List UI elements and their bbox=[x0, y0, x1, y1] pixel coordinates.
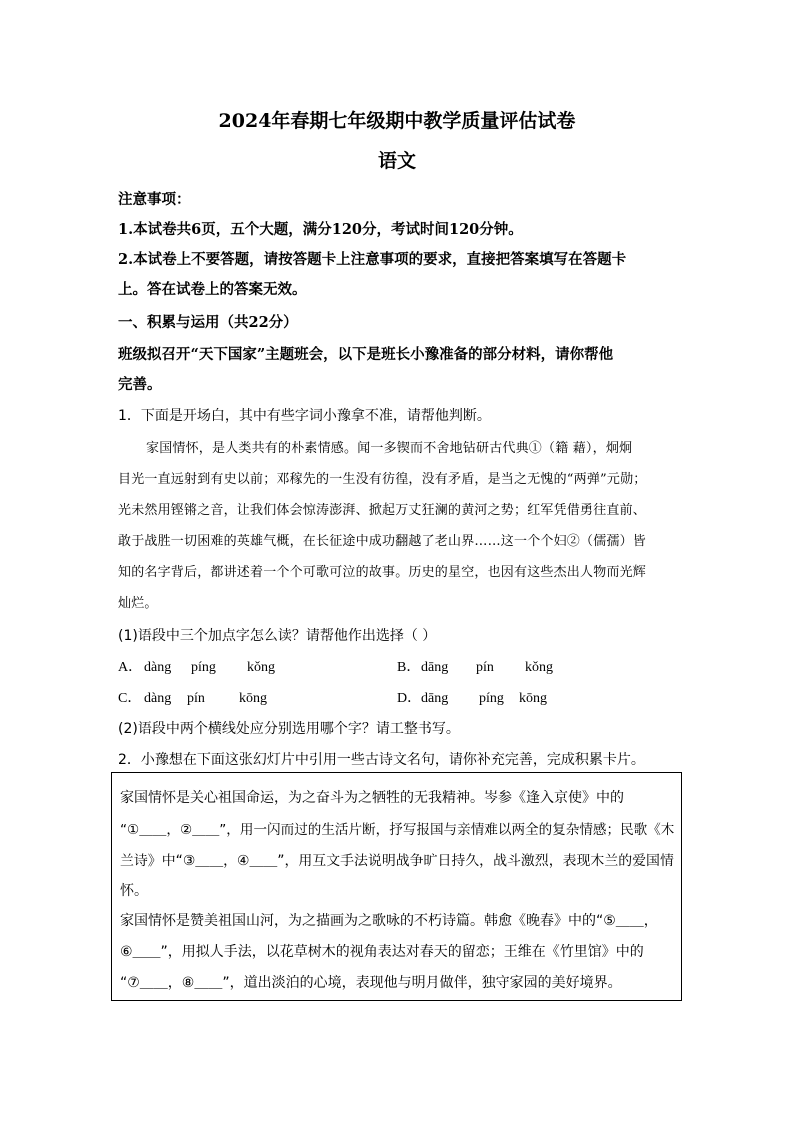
option-reading: píng bbox=[191, 660, 216, 675]
section-1-heading: 一、积累与运用（共22分） bbox=[118, 314, 298, 331]
question-1-stem: 1．下面是开场白，其中有些字词小豫拿不准，请帮他判断。 bbox=[118, 408, 491, 424]
subject-title: 语文 bbox=[377, 150, 416, 172]
option-a[interactable] bbox=[118, 656, 275, 676]
option-reading: kōng bbox=[239, 691, 267, 706]
option-c[interactable] bbox=[118, 687, 267, 707]
card-line: “①＿＿，②＿＿”，用一闪而过的生活片断，抒写报国与亲情难以两全的复杂情感；民歌《木 bbox=[120, 822, 675, 838]
option-reading: pín bbox=[187, 691, 205, 706]
question-2-stem: 2．小豫想在下面这张幻灯片中引用一些古诗文名句，请你补充完善，完成积累卡片。 bbox=[118, 752, 645, 768]
passage-line: 灿烂。 bbox=[118, 596, 158, 611]
card-line: 家国情怀是关心祖国命运，为之奋斗为之牺牲的无我精神。岑参《逢入京使》中的 bbox=[120, 790, 624, 806]
card-line: 家国情怀是赞美祖国山河，为之描画为之歌咏的不朽诗篇。韩愈《晚春》中的“⑤＿＿， bbox=[120, 913, 658, 929]
passage-line: 家国情怀，是人类共有的朴素情感。闻一多锲而不舍地钻研古代典①（籍 藉），炯炯 bbox=[146, 441, 633, 456]
option-reading: dàng bbox=[144, 660, 172, 675]
passage-line: 敢于战胜一切困难的英雄气概，在长征途中成功翻越了老山界……这一个个妇②（儒孺）皆 bbox=[118, 534, 647, 549]
option-b[interactable] bbox=[397, 656, 553, 676]
option-reading: pín bbox=[476, 660, 494, 675]
option-reading: kǒng bbox=[525, 660, 553, 675]
notes-item-1: 1.本试卷共6页，五个大题，满分120分，考试时间120分钟。 bbox=[118, 221, 523, 238]
notes-item-2-line-1: 2.本试卷上不要答题，请按答题卡上注意事项的要求，直接把答案填写在答题卡 bbox=[118, 251, 627, 268]
exam-title: 2024年春期七年级期中教学质量评估试卷 bbox=[218, 110, 576, 132]
option-label: D． bbox=[397, 691, 422, 706]
notes-item-2-line-2: 上。答在试卷上的答案无效。 bbox=[118, 281, 307, 298]
option-reading: dāng bbox=[421, 660, 449, 675]
passage-line: 目光一直远射到有史以前；邓稼先的一生没有彷徨，没有矛盾，是当之无愧的“两弹”元勋； bbox=[118, 472, 647, 487]
section-1-intro-line-1: 班级拟召开“天下国家”主题班会，以下是班长小豫准备的部分材料，请你帮他 bbox=[118, 346, 614, 363]
option-reading: dàng bbox=[144, 691, 172, 706]
passage-line: 知的名字背后，都讲述着一个个可歌可泣的故事。历史的星空，也因有这些杰出人物而光辉 bbox=[118, 565, 647, 580]
notes-heading: 注意事项： bbox=[118, 191, 191, 208]
question-1-sub-2: (2)语段中两个横线处应分别选用哪个字？请工整书写。 bbox=[118, 721, 460, 737]
accumulation-card bbox=[111, 772, 682, 1001]
option-label: C． bbox=[118, 691, 142, 706]
option-reading: kǒng bbox=[247, 660, 275, 675]
passage-line: 光未然用铿锵之音，让我们体会惊涛澎湃、掀起万丈狂澜的黄河之势；红军凭借勇往直前、 bbox=[118, 503, 647, 518]
section-1-intro-line-2: 完善。 bbox=[118, 376, 162, 393]
option-label: B． bbox=[397, 660, 421, 675]
question-1-sub-1: (1)语段中三个加点字怎么读？请帮他作出选择（ ） bbox=[118, 628, 437, 644]
card-line: 怀。 bbox=[120, 883, 148, 899]
card-line: ⑥＿＿”，用拟人手法，以花草树木的视角表达对春天的留恋；王维在《竹里馆》中的 bbox=[120, 944, 644, 960]
option-reading: píng bbox=[479, 691, 504, 706]
option-label: A． bbox=[118, 660, 143, 675]
card-line: “⑦＿＿，⑧＿＿”，道出淡泊的心境，表现他与明月做伴，独守家园的美好境界。 bbox=[120, 975, 622, 991]
option-reading: dāng bbox=[421, 691, 449, 706]
option-d[interactable] bbox=[397, 687, 547, 707]
option-reading: kōng bbox=[519, 691, 547, 706]
card-line: 兰诗》中“③＿＿，④＿＿”，用互文手法说明战争旷日持久，战斗激烈，表现木兰的爱国情 bbox=[120, 853, 674, 869]
